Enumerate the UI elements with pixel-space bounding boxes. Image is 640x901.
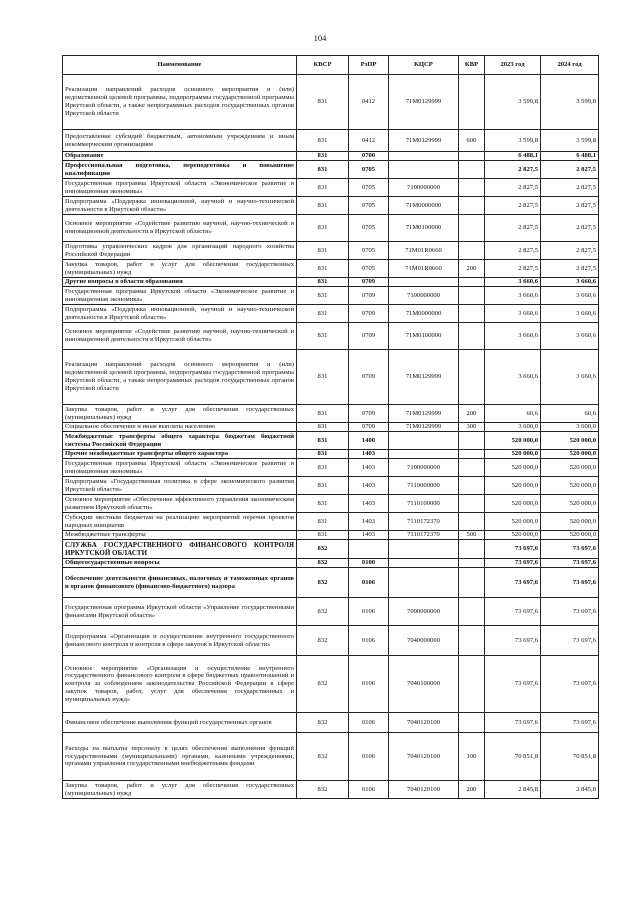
cell-kcsr [389, 278, 459, 287]
cell-kvsr: 832 [297, 540, 349, 559]
cell-kcsr: 71М0100000 [389, 323, 459, 350]
header-2024: 2024 год [541, 56, 599, 75]
cell-kvr [459, 215, 485, 242]
cell-kvsr: 832 [297, 598, 349, 626]
cell-kcsr [389, 559, 459, 568]
table-row [63, 733, 599, 781]
cell-kvr: 600 [459, 130, 485, 152]
header-kvsr: КВСР [297, 56, 349, 75]
cell-name: Подпрограмма «Организация и осуществление внутреннего государственного финансового контроля и контроля в сфере закупок в Иркутской области» [63, 626, 297, 656]
cell-kcsr: 7040120100 [389, 781, 459, 799]
cell-kcsr [389, 540, 459, 559]
cell-kvsr: 831 [297, 215, 349, 242]
cell-rzpr: 0106 [349, 781, 389, 799]
table-header-row [63, 56, 599, 75]
cell-y2024: 2 827,5 [541, 161, 599, 179]
cell-kcsr [389, 161, 459, 179]
cell-kcsr: 71М0000000 [389, 305, 459, 323]
cell-kcsr: 7040120100 [389, 713, 459, 733]
cell-rzpr: 1403 [349, 477, 389, 495]
cell-kcsr: 71М0129999 [389, 405, 459, 423]
cell-y2024: 3 599,8 [541, 75, 599, 130]
cell-y2024: 3 660,6 [541, 305, 599, 323]
cell-kvr [459, 626, 485, 656]
cell-kvr [459, 75, 485, 130]
cell-kcsr: 7100000000 [389, 179, 459, 197]
header-2023: 2023 год [485, 56, 541, 75]
cell-y2023: 3 599,8 [485, 75, 541, 130]
cell-name: Подпрограмма «Государственная политика в сфере экономического развития Иркутской области» [63, 477, 297, 495]
cell-y2023: 520 000,0 [485, 432, 541, 450]
table-row [63, 423, 599, 432]
cell-name: Закупка товаров, работ и услуг для обеспечения государственных (муниципальных) нужд [63, 405, 297, 423]
cell-kvsr: 831 [297, 75, 349, 130]
cell-kvr [459, 568, 485, 598]
table-row [63, 278, 599, 287]
cell-y2023: 73 697,6 [485, 713, 541, 733]
cell-kvsr: 831 [297, 179, 349, 197]
cell-name: Основное мероприятие «Обеспечение эффективного управления экономическим развитием Иркутской области» [63, 495, 297, 513]
cell-kcsr: 7100000000 [389, 287, 459, 305]
table-row [63, 598, 599, 626]
header-kcsr: КЦСР [389, 56, 459, 75]
table-row [63, 287, 599, 305]
cell-kvr [459, 179, 485, 197]
cell-kvsr: 831 [297, 477, 349, 495]
cell-y2023: 2 827,5 [485, 260, 541, 278]
cell-name: Социальное обеспечение и иные выплаты населению [63, 423, 297, 432]
cell-name: Межбюджетные трансферты [63, 531, 297, 540]
cell-kvsr: 832 [297, 626, 349, 656]
cell-y2024: 60,6 [541, 405, 599, 423]
cell-y2023: 3 660,6 [485, 305, 541, 323]
cell-kvr: 300 [459, 423, 485, 432]
table-row [63, 152, 599, 161]
cell-y2024: 3 599,8 [541, 130, 599, 152]
cell-name: Предоставление субсидий бюджетным, автономным учреждениям и иным некоммерческим организациям [63, 130, 297, 152]
table-row [63, 713, 599, 733]
table-row [63, 197, 599, 215]
cell-y2023: 3 600,0 [485, 423, 541, 432]
cell-kvr: 200 [459, 781, 485, 799]
cell-kcsr: 7040120100 [389, 733, 459, 781]
cell-y2024: 73 697,6 [541, 559, 599, 568]
cell-kvsr: 831 [297, 432, 349, 450]
cell-name: Закупка товаров, работ и услуг для обеспечения государственных (муниципальных) нужд [63, 260, 297, 278]
table-row [63, 75, 599, 130]
cell-name: Другие вопросы в области образования [63, 278, 297, 287]
cell-kcsr [389, 450, 459, 459]
cell-kvsr: 831 [297, 287, 349, 305]
cell-y2023: 520 000,0 [485, 477, 541, 495]
cell-kcsr: 7110172370 [389, 531, 459, 540]
cell-kcsr: 7100000000 [389, 459, 459, 477]
cell-y2023: 73 697,6 [485, 656, 541, 713]
table-row [63, 405, 599, 423]
table-row [63, 477, 599, 495]
page-number: 104 [313, 33, 327, 43]
cell-kcsr: 71М01R0660 [389, 260, 459, 278]
cell-y2024: 520 000,0 [541, 495, 599, 513]
cell-kcsr: 71М0129999 [389, 75, 459, 130]
cell-kvsr: 831 [297, 459, 349, 477]
table-row [63, 781, 599, 799]
cell-name: Межбюджетные трансферты общего характера бюджетам бюджетной системы Российской Федерации [63, 432, 297, 450]
cell-rzpr: 0700 [349, 152, 389, 161]
cell-kvr [459, 713, 485, 733]
cell-kvr [459, 459, 485, 477]
cell-kcsr: 7110172370 [389, 513, 459, 531]
cell-y2024: 73 697,6 [541, 713, 599, 733]
cell-kcsr: 7110000000 [389, 477, 459, 495]
cell-kcsr: 71М0129999 [389, 423, 459, 432]
cell-y2023: 520 000,0 [485, 531, 541, 540]
cell-rzpr: 1400 [349, 432, 389, 450]
cell-name: Закупка товаров, работ и услуг для обеспечения государственных (муниципальных) нужд [63, 781, 297, 799]
cell-rzpr: 0106 [349, 733, 389, 781]
cell-y2024: 73 697,6 [541, 540, 599, 559]
cell-rzpr: 1403 [349, 513, 389, 531]
cell-kvsr: 831 [297, 531, 349, 540]
cell-name: Субсидии местным бюджетам на реализацию мероприятий перечня проектов народных инициатив [63, 513, 297, 531]
table-row [63, 179, 599, 197]
table-row [63, 323, 599, 350]
cell-y2023: 2 827,5 [485, 197, 541, 215]
cell-y2024: 2 845,8 [541, 781, 599, 799]
cell-kvr [459, 598, 485, 626]
cell-kcsr: 7040100000 [389, 656, 459, 713]
cell-kvr [459, 350, 485, 405]
cell-y2024: 2 827,5 [541, 197, 599, 215]
cell-rzpr: 0106 [349, 598, 389, 626]
table-row [63, 495, 599, 513]
cell-kvr [459, 242, 485, 260]
cell-y2023: 73 697,6 [485, 626, 541, 656]
cell-rzpr: 0106 [349, 713, 389, 733]
cell-y2024: 520 000,0 [541, 459, 599, 477]
cell-y2024: 2 827,5 [541, 179, 599, 197]
cell-rzpr: 0705 [349, 215, 389, 242]
cell-kvsr: 832 [297, 781, 349, 799]
cell-y2023: 3 660,6 [485, 350, 541, 405]
cell-name: Подготовка управленческих кадров для организаций народного хозяйства Российской Федерации [63, 242, 297, 260]
cell-y2023: 3 660,6 [485, 323, 541, 350]
cell-kvr [459, 305, 485, 323]
cell-y2024: 6 488,1 [541, 152, 599, 161]
table-row [63, 459, 599, 477]
cell-kvsr: 832 [297, 713, 349, 733]
cell-y2023: 3 660,6 [485, 287, 541, 305]
cell-y2023: 6 488,1 [485, 152, 541, 161]
cell-y2023: 520 000,0 [485, 459, 541, 477]
table-row [63, 626, 599, 656]
cell-kvr [459, 540, 485, 559]
cell-name: Подпрограмма «Поддержка инновационной, научной и научно-технической деятельности в Иркутской области» [63, 197, 297, 215]
cell-name: Основное мероприятие «Содействие развитию научной, научно-технической и инновационной деятельности в Иркутской области» [63, 323, 297, 350]
table-row [63, 260, 599, 278]
cell-rzpr: 0709 [349, 423, 389, 432]
cell-y2024: 3 660,6 [541, 350, 599, 405]
cell-y2023: 73 697,6 [485, 559, 541, 568]
cell-kcsr: 71М0129999 [389, 350, 459, 405]
cell-kcsr [389, 568, 459, 598]
cell-kcsr: 7040000000 [389, 626, 459, 656]
cell-y2024: 73 697,6 [541, 598, 599, 626]
cell-kvr [459, 161, 485, 179]
cell-rzpr: 0100 [349, 559, 389, 568]
cell-rzpr: 0705 [349, 179, 389, 197]
cell-kvr [459, 559, 485, 568]
table-row [63, 432, 599, 450]
cell-name: Основное мероприятие «Содействие развитию научной, научно-технической и инновационной деятельности в Иркутской области» [63, 215, 297, 242]
table-row [63, 568, 599, 598]
cell-name: Общегосударственные вопросы [63, 559, 297, 568]
cell-name: Государственная программа Иркутской области «Экономическое развитие и инновационная экономика» [63, 287, 297, 305]
cell-rzpr: 0106 [349, 656, 389, 713]
cell-y2023: 520 000,0 [485, 513, 541, 531]
cell-y2024: 520 000,0 [541, 450, 599, 459]
cell-rzpr: 0412 [349, 75, 389, 130]
cell-name: Государственная программа Иркутской области «Экономическое развитие и инновационная экономика» [63, 179, 297, 197]
table-row [63, 540, 599, 559]
cell-kvr [459, 450, 485, 459]
cell-kvsr: 831 [297, 323, 349, 350]
cell-kvr [459, 152, 485, 161]
cell-y2023: 520 000,0 [485, 495, 541, 513]
cell-y2023: 2 845,8 [485, 781, 541, 799]
cell-y2023: 520 000,0 [485, 450, 541, 459]
cell-rzpr: 0709 [349, 287, 389, 305]
cell-kcsr [389, 432, 459, 450]
table-body [63, 75, 599, 799]
cell-kvsr: 831 [297, 450, 349, 459]
cell-kvsr: 831 [297, 405, 349, 423]
table-row [63, 215, 599, 242]
cell-name: Реализация направлений расходов основного мероприятия и (или) ведомственной целевой программы, подпрограммы государственной программы Иркутской области, а также непрограммных расходов государственных органов Иркутской области [63, 75, 297, 130]
table-row [63, 656, 599, 713]
cell-y2023: 60,6 [485, 405, 541, 423]
cell-y2023: 3 599,8 [485, 130, 541, 152]
cell-kvsr: 831 [297, 197, 349, 215]
cell-kcsr: 71М0129999 [389, 130, 459, 152]
cell-rzpr: 1403 [349, 450, 389, 459]
cell-kvr [459, 477, 485, 495]
cell-kvsr: 831 [297, 161, 349, 179]
table-row [63, 130, 599, 152]
table-row [63, 450, 599, 459]
cell-name: Расходы на выплаты персоналу в целях обеспечения выполнения функций государственными (муниципальными) органами, казенными учреждениями, органами управления государственными внебюджетными фондами [63, 733, 297, 781]
cell-y2024: 73 697,6 [541, 656, 599, 713]
cell-kcsr: 71М01R0660 [389, 242, 459, 260]
cell-kvsr: 832 [297, 656, 349, 713]
cell-y2024: 520 000,0 [541, 432, 599, 450]
cell-name: Подпрограмма «Поддержка инновационной, научной и научно-технической деятельности в Иркутской области» [63, 305, 297, 323]
cell-kvr [459, 323, 485, 350]
cell-y2024: 2 827,5 [541, 215, 599, 242]
cell-kvr [459, 656, 485, 713]
table-row [63, 305, 599, 323]
cell-y2023: 3 660,6 [485, 278, 541, 287]
cell-name: Государственная программа Иркутской области «Экономическое развитие и инновационная экономика» [63, 459, 297, 477]
cell-y2024: 3 660,6 [541, 323, 599, 350]
cell-kvsr: 832 [297, 733, 349, 781]
cell-y2024: 3 660,6 [541, 278, 599, 287]
cell-y2023: 2 827,5 [485, 161, 541, 179]
cell-rzpr: 0709 [349, 278, 389, 287]
cell-name: Образование [63, 152, 297, 161]
cell-rzpr [349, 540, 389, 559]
cell-rzpr: 0705 [349, 242, 389, 260]
table-row [63, 559, 599, 568]
cell-kvsr: 831 [297, 350, 349, 405]
cell-kcsr [389, 152, 459, 161]
cell-rzpr: 0705 [349, 197, 389, 215]
cell-rzpr: 0709 [349, 305, 389, 323]
cell-kvr: 200 [459, 260, 485, 278]
cell-kvr: 500 [459, 531, 485, 540]
cell-y2023: 2 827,5 [485, 179, 541, 197]
cell-y2023: 70 851,8 [485, 733, 541, 781]
cell-name: Основное мероприятие «Организация и осуществление внутреннего государственного финансового контроля в сфере бюджетных правоотношений и контроля за соблюдением законодательства Российской Федерации в сфере закупок товаров, работ, услуг для обеспечения государственных и муниципальных нужд» [63, 656, 297, 713]
cell-y2024: 2 827,5 [541, 260, 599, 278]
cell-kvsr: 831 [297, 242, 349, 260]
cell-y2023: 73 697,6 [485, 568, 541, 598]
header-name: Наименование [63, 56, 297, 75]
budget-table [62, 55, 599, 799]
header-rzpr: РзПР [349, 56, 389, 75]
cell-kvsr: 831 [297, 130, 349, 152]
cell-name: СЛУЖБА ГОСУДАРСТВЕННОГО ФИНАНСОВОГО КОНТРОЛЯ ИРКУТСКОЙ ОБЛАСТИ [63, 540, 297, 559]
cell-y2024: 520 000,0 [541, 477, 599, 495]
cell-kvr [459, 197, 485, 215]
cell-y2023: 73 697,6 [485, 598, 541, 626]
cell-name: Профессиональная подготовка, переподготовка и повышение квалификации [63, 161, 297, 179]
cell-kvr [459, 495, 485, 513]
cell-rzpr: 1403 [349, 531, 389, 540]
table-row [63, 161, 599, 179]
table-row [63, 350, 599, 405]
cell-y2024: 3 600,0 [541, 423, 599, 432]
cell-kvsr: 831 [297, 278, 349, 287]
cell-y2024: 520 000,0 [541, 531, 599, 540]
cell-kvsr: 831 [297, 152, 349, 161]
cell-kcsr: 7110100000 [389, 495, 459, 513]
cell-name: Прочие межбюджетные трансферты общего характера [63, 450, 297, 459]
cell-kvsr: 831 [297, 423, 349, 432]
cell-kvr: 200 [459, 405, 485, 423]
cell-rzpr: 0705 [349, 161, 389, 179]
cell-rzpr: 0709 [349, 350, 389, 405]
cell-kvr [459, 432, 485, 450]
cell-y2024: 73 697,6 [541, 626, 599, 656]
cell-kvsr: 831 [297, 260, 349, 278]
cell-kvsr: 832 [297, 568, 349, 598]
cell-kcsr: 7000000000 [389, 598, 459, 626]
cell-y2023: 2 827,5 [485, 215, 541, 242]
cell-y2023: 73 697,6 [485, 540, 541, 559]
table-row [63, 531, 599, 540]
cell-name: Обеспечение деятельности финансовых, налоговых и таможенных органов и органов финансового (финансово-бюджетного) надзора [63, 568, 297, 598]
cell-kvr [459, 513, 485, 531]
cell-name: Реализация направлений расходов основного мероприятия и (или) ведомственной целевой программы, подпрограммы государственной программы Иркутской области, а также непрограммных расходов государственных органов Иркутской области [63, 350, 297, 405]
cell-kvr: 100 [459, 733, 485, 781]
cell-y2024: 70 851,8 [541, 733, 599, 781]
header-kvr: КВР [459, 56, 485, 75]
cell-name: Государственная программа Иркутской области «Управление государственными финансами Иркутской области» [63, 598, 297, 626]
cell-rzpr: 0106 [349, 568, 389, 598]
cell-y2024: 2 827,5 [541, 242, 599, 260]
table-row [63, 513, 599, 531]
cell-kvsr: 832 [297, 559, 349, 568]
table-row [63, 242, 599, 260]
cell-rzpr: 0709 [349, 405, 389, 423]
cell-rzpr: 1403 [349, 459, 389, 477]
cell-kvsr: 831 [297, 305, 349, 323]
cell-rzpr: 0709 [349, 323, 389, 350]
cell-name: Финансовое обеспечение выполнения функций государственных органов [63, 713, 297, 733]
cell-y2023: 2 827,5 [485, 242, 541, 260]
cell-y2024: 520 000,0 [541, 513, 599, 531]
cell-y2024: 3 660,6 [541, 287, 599, 305]
cell-kvr [459, 278, 485, 287]
cell-rzpr: 0705 [349, 260, 389, 278]
cell-rzpr: 0412 [349, 130, 389, 152]
cell-kvr [459, 287, 485, 305]
cell-kcsr: 71М0100000 [389, 215, 459, 242]
cell-y2024: 73 697,6 [541, 568, 599, 598]
cell-kvsr: 831 [297, 513, 349, 531]
cell-kcsr: 71М0000000 [389, 197, 459, 215]
cell-rzpr: 0106 [349, 626, 389, 656]
cell-rzpr: 1403 [349, 495, 389, 513]
cell-kvsr: 831 [297, 495, 349, 513]
